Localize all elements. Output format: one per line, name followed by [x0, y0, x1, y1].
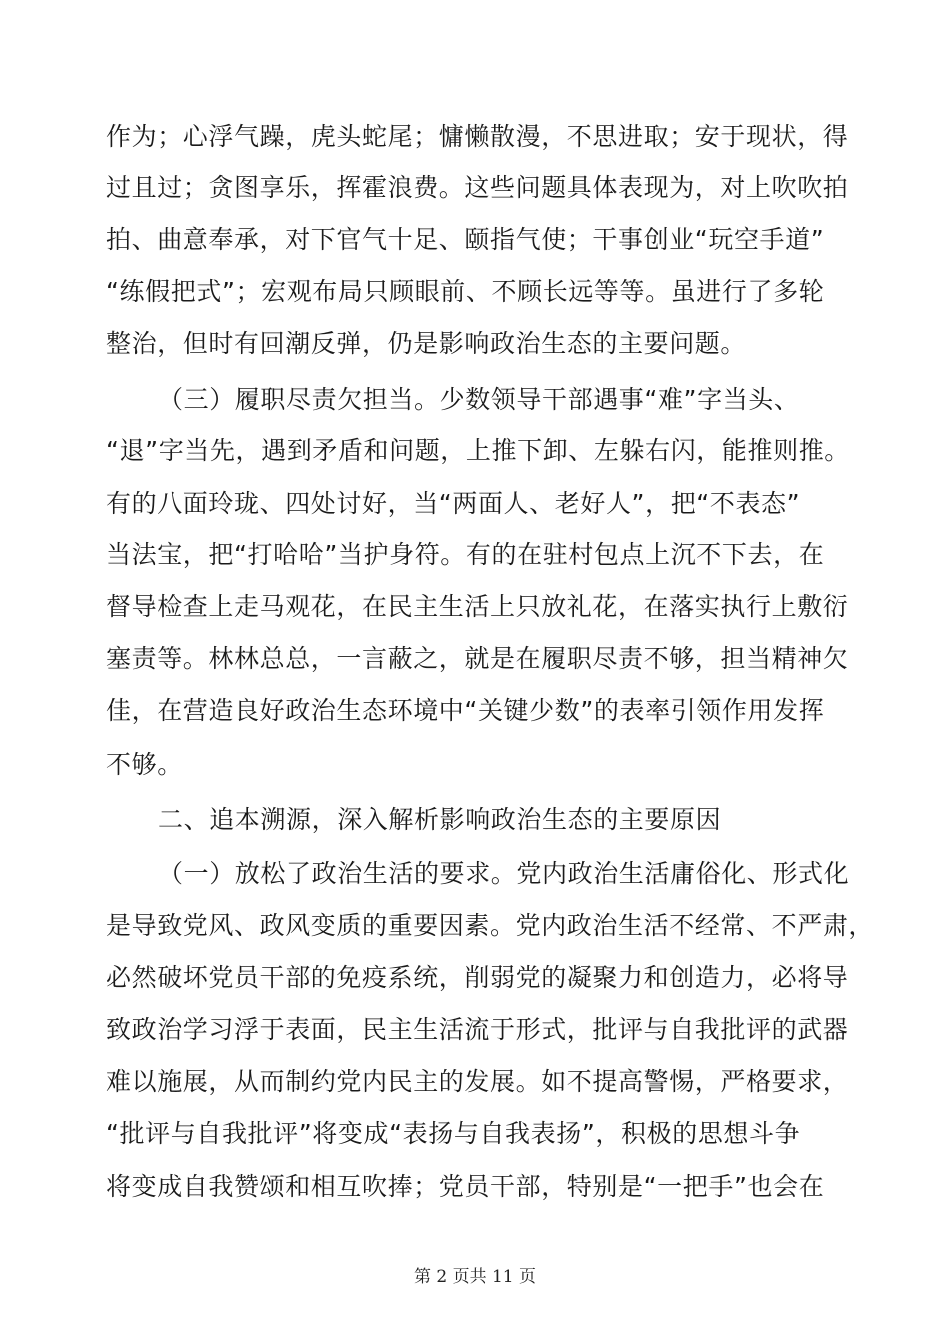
page-number: 第 2 页共 11 页: [413, 1267, 537, 1287]
text-line: 佳，在营造良好政治生态环境中“关键少数”的表率引领作用发挥: [106, 696, 825, 725]
text-line: 当法宝，把“打哈哈”当护身符。有的在驻村包点上沉不下去，在: [106, 540, 825, 569]
text-line: “退”字当先，遇到矛盾和问题，上推下卸、左躲右闪，能推则推。: [106, 436, 850, 465]
text-line: 整治，但时有回潮反弹，仍是影响政治生态的主要问题。: [106, 329, 747, 358]
text-line: 有的八面玲珑、四处讨好，当“两面人、老好人”，把“不表态”: [106, 489, 801, 518]
text-line: 不够。: [106, 750, 183, 779]
text-line: “批评与自我批评”将变成“表扬与自我表扬”，积极的思想斗争: [106, 1119, 801, 1148]
text-line: “练假把式”；宏观布局只顾眼前、不顾长远等等。虽进行了多轮: [106, 277, 825, 306]
text-line: 塞责等。林林总总，一言蔽之，就是在履职尽责不够，担当精神欠: [106, 644, 849, 673]
text-line: 作为；心浮气躁，虎头蛇尾；慵懒散漫，不思进取；安于现状，得: [106, 122, 849, 151]
section-heading: （三）履职尽责欠担当。少数领导干部遇事“难”字当头、: [158, 385, 800, 414]
text-line: 将变成自我赞颂和相互吹捧；党员干部，特别是“一把手”也会在: [106, 1172, 825, 1201]
section-heading: （一）放松了政治生活的要求。党内政治生活庸俗化、形式化: [158, 859, 850, 888]
section-heading: 二、追本溯源，深入解析影响政治生态的主要原因: [158, 805, 722, 834]
text-line: 督导检查上走马观花，在民主生活上只放礼花，在落实执行上敷衍: [106, 592, 849, 621]
text-line: 是导致党风、政风变质的重要因素。党内政治生活不经常、不严肃，: [106, 911, 875, 940]
text-line: 过且过；贪图享乐，挥霍浪费。这些问题具体表现为，对上吹吹拍: [106, 173, 849, 202]
text-line: 拍、曲意奉承，对下官气十足、颐指气使；干事创业“玩空手道”: [106, 225, 825, 254]
text-line: 致政治学习浮于表面，民主生活流于形式，批评与自我批评的武器: [106, 1015, 849, 1044]
text-line: 必然破坏党员干部的免疫系统，削弱党的凝聚力和创造力，必将导: [106, 963, 849, 992]
text-line: 难以施展，从而制约党内民主的发展。如不提高警惕，严格要求，: [106, 1067, 849, 1096]
